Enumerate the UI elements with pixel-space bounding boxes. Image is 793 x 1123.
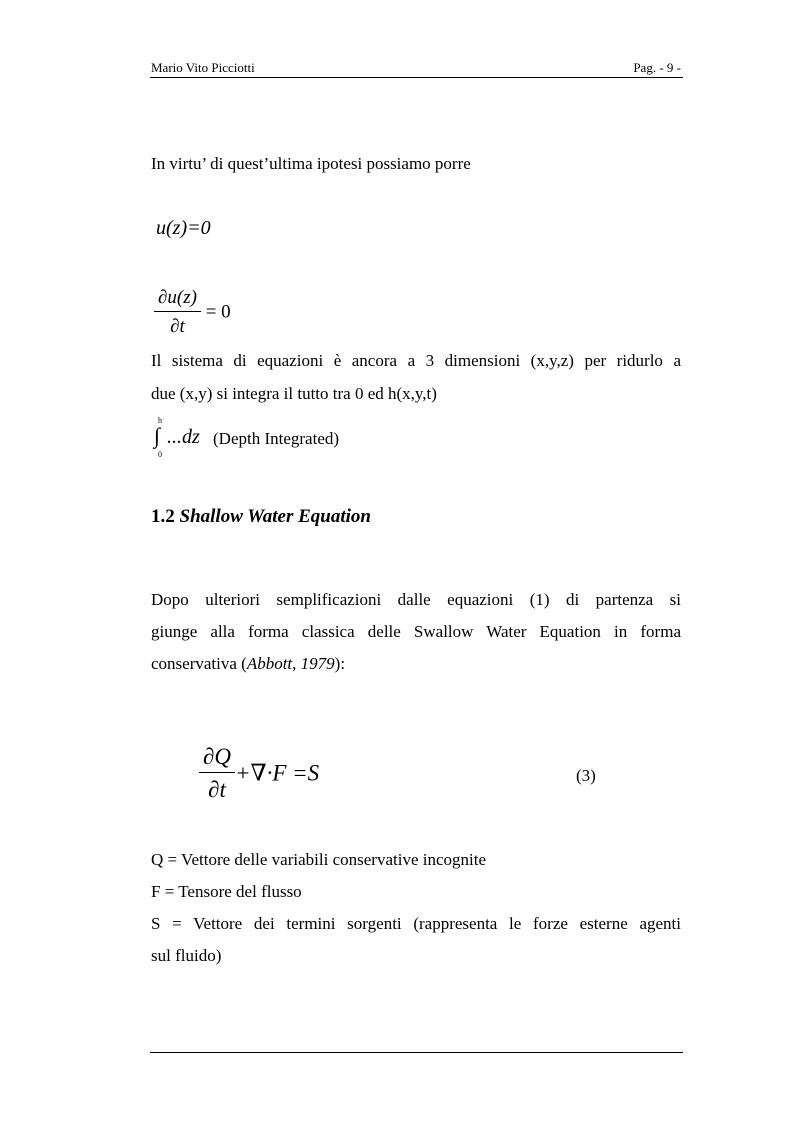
main-denominator: ∂t <box>208 777 226 802</box>
equation-du-dt <box>154 287 231 338</box>
para2-line1: Dopo ulteriori semplificazioni dalle equazioni (1) di partenza si <box>151 590 681 609</box>
header-page-number: Pag. - 9 - <box>633 60 681 75</box>
para1-line1: Il sistema di equazioni è ancora a 3 dimensioni (x,y,z) per ridurlo a <box>151 351 681 370</box>
footer-rule <box>150 1052 683 1053</box>
du-dt-fraction <box>154 287 201 338</box>
equation-number: (3) <box>576 766 596 785</box>
main-numerator: ∂Q <box>199 744 235 773</box>
para1-line2: due (x,y) si integra il tutto tra 0 ed h(x,y,t) <box>151 384 437 403</box>
integral-note: (Depth Integrated) <box>213 429 340 448</box>
equation-u-zero: u(z)=0 <box>156 217 211 239</box>
du-denominator: ∂t <box>170 316 185 337</box>
def-s-line2: sul fluido) <box>151 946 222 965</box>
main-rest: +∇·F =S <box>234 760 320 786</box>
para2-line3-post: ): <box>334 654 346 673</box>
para2-line3 <box>151 646 345 681</box>
section-title: Shallow Water Equation <box>179 506 371 527</box>
equation-main <box>199 744 319 803</box>
para2-line2: giunge alla forma classica delle Swallow Water Equation in forma <box>151 622 681 641</box>
def-f: F = Tensore del flusso <box>151 882 302 901</box>
citation: Abbott, 1979 <box>246 654 335 673</box>
integral-sign: ∫ <box>154 423 161 448</box>
integral-body: ...dz <box>167 426 200 448</box>
du-rhs: = 0 <box>205 301 231 323</box>
para2-line3-pre: conservativa ( <box>151 654 247 673</box>
section-heading <box>151 506 371 528</box>
header-rule <box>150 77 683 78</box>
integral-upper-limit: h <box>158 416 162 425</box>
def-s-line1: S = Vettore dei termini sorgenti (rappresenta le forze esterne agenti <box>151 914 681 933</box>
main-fraction <box>199 744 235 803</box>
section-number: 1.2 <box>151 506 175 527</box>
def-q: Q = Vettore delle variabili conservative incognite <box>151 850 486 869</box>
integral-lower-limit: 0 <box>158 450 162 459</box>
header-author: Mario Vito Picciotti <box>151 60 255 75</box>
du-numerator: ∂u(z) <box>154 287 201 312</box>
intro-line: In virtu’ di quest’ultima ipotesi possiamo porre <box>151 154 471 173</box>
